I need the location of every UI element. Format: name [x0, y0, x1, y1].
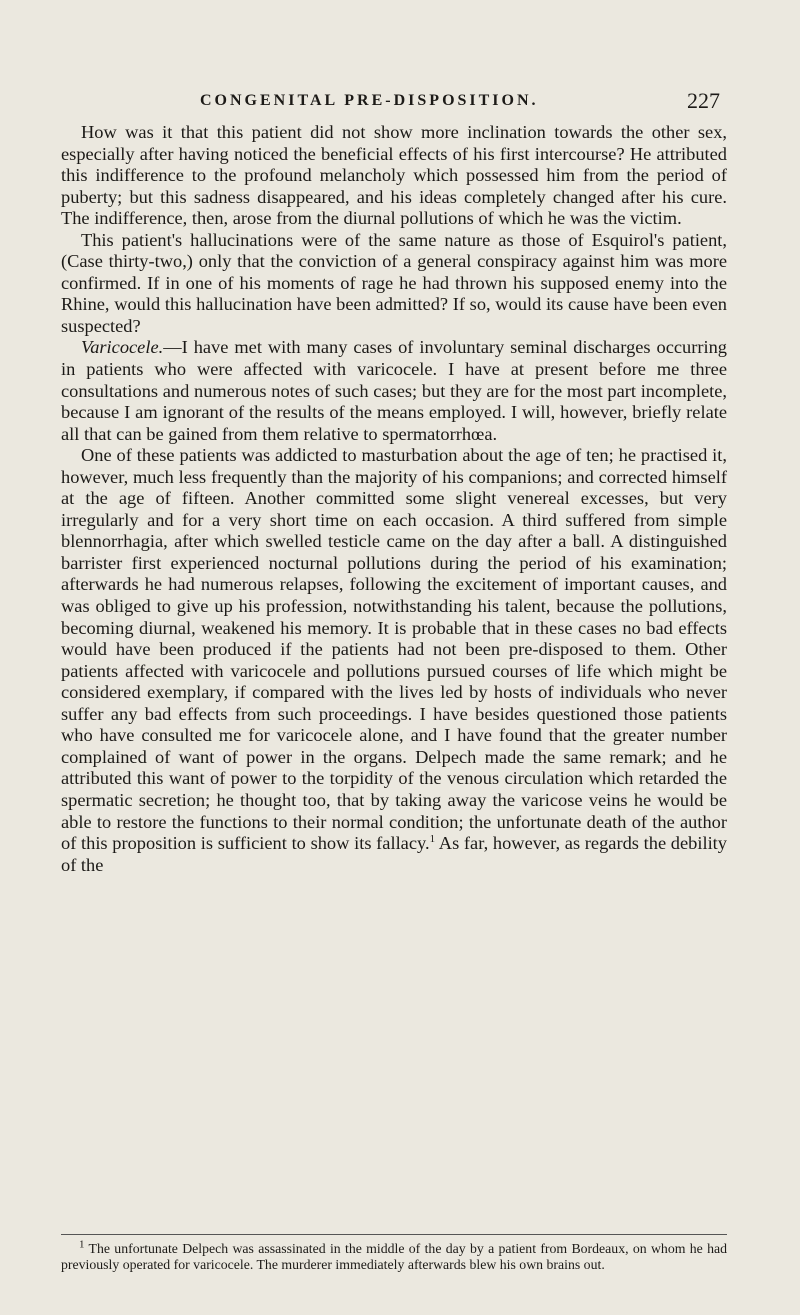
- paragraph-2: This patient's hallucinations were of the same nature as those of Esquirol's patient, (Case thirty-two,) only that the conviction of a general conspiracy against him was more confirmed. If in one of his moments of rage he had thrown his supposed enemy into the Rhine, would this hallucination have been admitted? If so, would its cause have been even suspected?: [61, 229, 727, 336]
- page-number: 227: [687, 88, 720, 113]
- paragraph-4: [61, 445, 727, 876]
- section-heading-varicocele: Varicocele.: [81, 337, 164, 358]
- paragraph-4-text: One of these patients was addicted to masturbation about the age of ten; he practised it, however, much less frequently than the majority of his companions; and corrected himself at the age of fifteen. Another committed some slight venereal excesses, but very irregularly and for a very short time on each occasion. A third suffered from simple blennorrhagia, after which swelled testicle came on the day after a ball. A distinguished barrister first experienced nocturnal pollutions during the period of his examination; afterwards he had numerous relapses, following the excitement of important causes, and was obliged to give up his profession, notwithstanding his talent, because the pollutions, becoming diurnal, weakened his memory. It is probable that in these cases no bad effects would have been produced if the patients had not been pre-disposed to them. Other patients affected with varicocele and pollutions pursued courses of life which might be considered exemplary, if compared with the lives led by hosts of individuals who never suffer any bad effects from such proceedings. I have besides questioned those patients who have consulted me for varicocele alone, and I have found that the greater number complained of want of power in the organs. Delpech made the same remark; and he attributed this want of power to the torpidity of the venous circulation which retarded the spermatic secretion; he thought too, that by taking away the varicose veins he would be able to restore the functions to their normal condition; the unfortunate death of the author of this proposition is sufficient to show its fallacy.: [61, 445, 727, 854]
- running-title: CONGENITAL PRE-DISPOSITION.: [200, 92, 539, 109]
- footnote-marker: 1: [79, 1238, 85, 1251]
- footnote-reference: 1: [429, 832, 436, 845]
- paragraph-1: How was it that this patient did not show more inclination towards the other sex, especially after having noticed the beneficial effects of his first intercourse? He attributed this indifference to the profound melancholy which possessed him from the period of puberty; but this sadness disappeared, and his ideas completely changed after his cure. The indifference, then, arose from the diurnal pollutions of which he was the victim.: [61, 122, 727, 229]
- paragraph-3-text: —I have met with many cases of involuntary seminal discharges occurring in patients who were affected with varicocele. I have at present before me three consultations and numerous notes of such cases; but they are for the most part incomplete, because I am ignorant of the results of the means employed. I will, however, briefly relate all that can be gained from them relative to spermatorrhœa.: [61, 337, 727, 444]
- body-text: [61, 122, 727, 876]
- footnote-divider: [61, 1234, 727, 1235]
- paragraph-3: [61, 337, 727, 445]
- footnote-text: The unfortunate Delpech was assassinated in the middle of the day by a patient from Bordeaux, on whom he had previously operated for varicocele. The murderer immediately afterwards blew his own brains out.: [61, 1241, 727, 1272]
- paragraph-4-continuation: As far, however, as regards the debility of the: [61, 833, 727, 875]
- footnote: [61, 1238, 727, 1273]
- running-head: [80, 88, 720, 118]
